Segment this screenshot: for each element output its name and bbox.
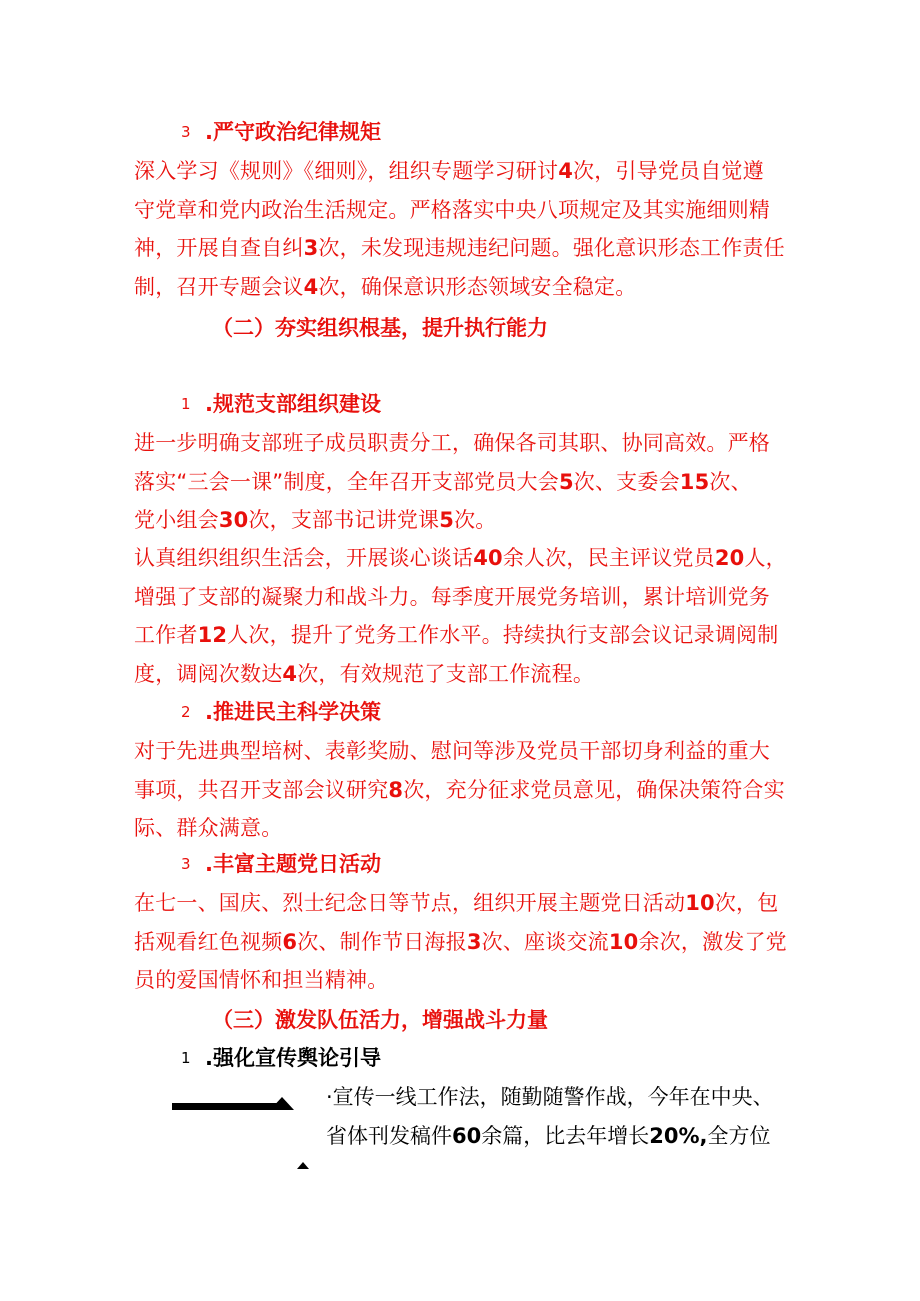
- text-segment: 守党章和党内政治生活规定。严格落实中央八项规定及其实施细则精: [134, 197, 770, 222]
- text-segment: 余篇，比去年增长: [481, 1123, 650, 1148]
- text-segment: 制，召开专题会议: [134, 274, 304, 299]
- text-segment: 次、支委会: [573, 469, 680, 494]
- paragraph-line: [134, 961, 794, 1000]
- highlight-number: 10: [608, 929, 639, 954]
- text-segment: 际、群众满意。: [134, 816, 283, 840]
- text-segment: 认真组织组织生活会，开展谈心谈话: [134, 546, 474, 570]
- heading-text: .规范支部组织建设: [205, 392, 381, 416]
- paragraph-line: [134, 923, 794, 962]
- decorative-small-triangle: [297, 1162, 309, 1169]
- text-segment: 度，调阅次数达: [134, 661, 283, 686]
- decorative-triangle: [270, 1097, 294, 1110]
- paragraph-publicity: [326, 1078, 796, 1155]
- highlight-number: 10: [685, 891, 715, 915]
- paragraph-line: [326, 1078, 796, 1117]
- text-segment: 次、制作节日海报: [297, 929, 467, 954]
- highlight-number: 8: [388, 777, 404, 802]
- paragraph-line: [134, 539, 794, 578]
- paragraph-branch-construction-1: [134, 424, 794, 540]
- paragraph-line: [134, 152, 794, 191]
- text-segment: 余次，激发了党: [638, 929, 787, 954]
- highlight-number: 6: [282, 929, 298, 954]
- highlight-number: 4: [558, 159, 574, 183]
- paragraph-strict-discipline: [134, 152, 794, 306]
- paragraph-line: [134, 229, 794, 268]
- text-segment: 在七一、国庆、烈士纪念日等节点，组织开展主题党日活动: [134, 891, 686, 915]
- text-segment: ·宣传一线工作法，随勤随警作战，今年在中央、: [326, 1085, 774, 1109]
- text-segment: 事项，共召开支部会议研究: [134, 777, 389, 802]
- text-segment: 余人次，民主评议党员: [502, 546, 715, 570]
- text-segment: 次，充分征求党员意见，确保决策符合实: [403, 777, 785, 802]
- item-number: 1: [181, 1049, 191, 1067]
- item-number: 3: [181, 123, 191, 141]
- heading-democratic-decision: [181, 697, 381, 727]
- heading-publicity: [181, 1043, 381, 1073]
- paragraph-line: [134, 732, 794, 771]
- heading-text: .强化宣传舆论引导: [205, 1046, 381, 1070]
- section-title-2: （二）夯实组织根基，提升执行能力: [212, 316, 548, 340]
- text-segment: 次、: [709, 469, 752, 494]
- highlight-number: 5: [558, 469, 574, 494]
- paragraph-line: [134, 616, 794, 655]
- highlight-number: 40: [473, 546, 503, 570]
- highlight-number: 15: [679, 469, 710, 494]
- text-segment: 增强了支部的凝聚力和战斗力。每季度开展党务培训，累计培训党务: [134, 584, 770, 609]
- highlight-number: 3: [303, 236, 319, 260]
- text-segment: 次，确保意识形态领域安全稳定。: [318, 274, 637, 299]
- text-segment: 次。: [454, 508, 497, 532]
- item-number: 1: [181, 395, 191, 413]
- paragraph-branch-construction-2: [134, 539, 794, 693]
- paragraph-line: [134, 463, 794, 502]
- paragraph-line: [134, 268, 794, 307]
- highlight-number: 20: [714, 546, 745, 570]
- paragraph-line: [134, 884, 794, 923]
- text-segment: 深入学习《规则》《细则》，组织专题学习研讨: [134, 159, 559, 183]
- text-segment: 次，包: [714, 891, 779, 915]
- highlight-number: 20%,: [649, 1123, 708, 1148]
- text-segment: 全方位: [707, 1123, 771, 1148]
- paragraph-line: [134, 424, 794, 463]
- text-segment: 落实“三会一课”制度，全年召开支部党员大会: [134, 469, 559, 494]
- text-segment: 次，有效规范了支部工作流程。: [297, 661, 595, 686]
- text-segment: 次，未发现违规违纪问题。强化意识形态工作责任: [318, 236, 785, 260]
- paragraph-line: [134, 655, 794, 694]
- text-segment: 次、座谈交流: [481, 929, 609, 954]
- heading-text: .推进民主科学决策: [205, 700, 381, 724]
- text-segment: 对于先进典型培树、表彰奖励、慰问等涉及党员干部切身利益的重大: [134, 739, 770, 763]
- heading-text: .严守政治纪律规矩: [205, 120, 381, 144]
- highlight-number: 3: [466, 929, 482, 954]
- heading-branch-construction: [181, 389, 381, 419]
- highlight-number: 12: [197, 623, 228, 647]
- heading-strict-discipline: [181, 117, 381, 147]
- item-number: 3: [181, 855, 191, 873]
- text-segment: 括观看红色视频: [134, 929, 283, 954]
- highlight-number: 30: [218, 508, 249, 532]
- highlight-number: 5: [439, 508, 455, 532]
- paragraph-line: [134, 191, 794, 230]
- paragraph-democratic-decision: [134, 732, 794, 848]
- text-segment: 工作者: [134, 623, 198, 647]
- text-segment: 次，支部书记讲党课: [248, 508, 440, 532]
- section-title-3: （三）激发队伍活力，增强战斗力量: [212, 1008, 548, 1032]
- paragraph-party-day: [134, 884, 794, 1000]
- text-segment: 员的爱国情怀和担当精神。: [134, 968, 389, 992]
- text-segment: 人次，提升了党务工作水平。持续执行支部会议记录调阅制: [227, 623, 779, 647]
- heading-text: .丰富主题党日活动: [205, 852, 381, 876]
- highlight-number: 4: [303, 274, 319, 299]
- highlight-number: 4: [282, 661, 298, 686]
- paragraph-line: [134, 809, 794, 848]
- paragraph-line: [134, 771, 794, 810]
- heading-party-day: [181, 849, 381, 879]
- text-segment: 党小组会: [134, 508, 219, 532]
- text-segment: 神，开展自查自纠: [134, 236, 304, 260]
- text-segment: 次，引导党员自觉遵: [573, 159, 764, 183]
- item-number: 2: [181, 703, 191, 721]
- paragraph-line: [134, 578, 794, 617]
- highlight-number: 60: [452, 1123, 482, 1148]
- text-segment: 省体刊发稿件: [326, 1123, 452, 1148]
- text-segment: 进一步明确支部班子成员职责分工，确保各司其职、协同高效。严格: [134, 431, 770, 455]
- text-segment: 人，: [744, 546, 787, 570]
- decorative-bar: [172, 1103, 278, 1110]
- paragraph-line: [134, 501, 794, 540]
- paragraph-line: [326, 1117, 796, 1156]
